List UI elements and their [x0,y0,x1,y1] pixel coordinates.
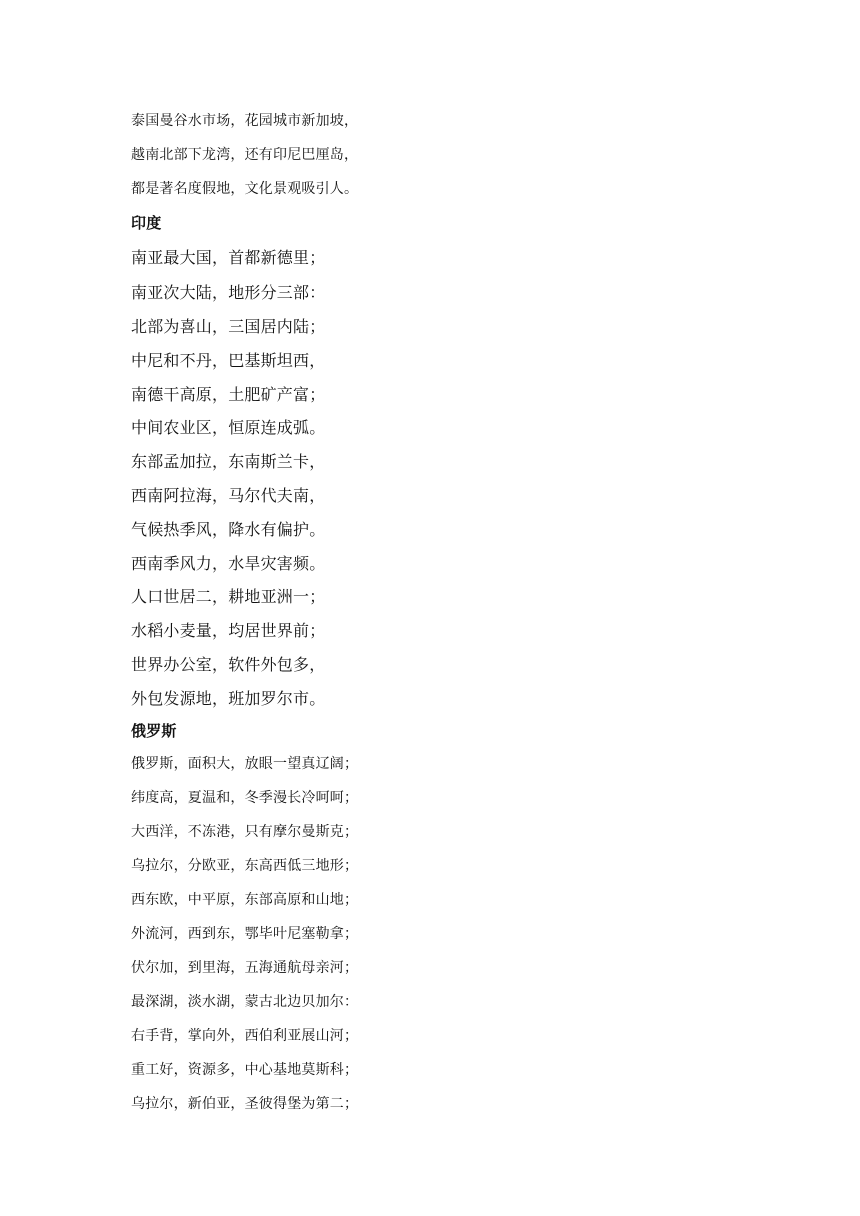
intro-line: 越南北部下龙湾，还有印尼巴厘岛， [131,147,359,163]
poem-line: 乌拉尔，分欧亚，东高西低三地形； [131,858,359,874]
poem-line: 右手背，掌向外，西伯利亚展山河； [131,1028,359,1044]
poem-line: 水稻小麦量，均居世界前； [131,621,326,640]
poem-line: 伏尔加，到里海，五海通航母亲河； [131,960,359,976]
poem-line: 纬度高，夏温和，冬季漫长冷呵呵； [131,790,359,806]
poem-line: 南德干高原，土肥矿产富； [131,385,326,404]
poem-line: 世界办公室，软件外包多， [131,655,326,674]
poem-line: 南亚次大陆，地形分三部： [131,283,326,302]
poem-line: 大西洋，不冻港，只有摩尔曼斯克； [131,824,359,840]
intro-line: 都是著名度假地，文化景观吸引人。 [131,181,359,197]
poem-line: 重工好，资源多，中心基地莫斯科； [131,1062,359,1078]
poem-line: 中尼和不丹，巴基斯坦西， [131,351,326,370]
poem-line: 北部为喜山，三国居内陆； [131,317,326,336]
section-heading-russia: 俄罗斯 [131,722,177,740]
poem-line: 俄罗斯，面积大，放眼一望真辽阔； [131,756,359,772]
poem-line: 气候热季风，降水有偏护。 [131,520,326,539]
section-heading-india: 印度 [131,214,162,232]
poem-line: 中间农业区，恒原连成弧。 [131,418,326,437]
intro-line: 泰国曼谷水市场，花园城市新加坡， [131,113,359,129]
poem-line: 西南阿拉海，马尔代夫南， [131,486,326,505]
poem-line: 乌拉尔，新伯亚，圣彼得堡为第二； [131,1096,359,1112]
poem-line: 南亚最大国，首都新德里； [131,248,326,267]
poem-line: 外包发源地，班加罗尔市。 [131,689,326,708]
poem-line: 人口世居二，耕地亚洲一； [131,587,326,606]
poem-line: 外流河，西到东，鄂毕叶尼塞勒拿； [131,926,359,942]
poem-line: 东部孟加拉，东南斯兰卡， [131,452,326,471]
poem-line: 西东欧，中平原，东部高原和山地； [131,892,359,908]
poem-line: 最深湖，淡水湖，蒙古北边贝加尔： [131,994,359,1010]
poem-line: 西南季风力，水旱灾害频。 [131,554,326,573]
